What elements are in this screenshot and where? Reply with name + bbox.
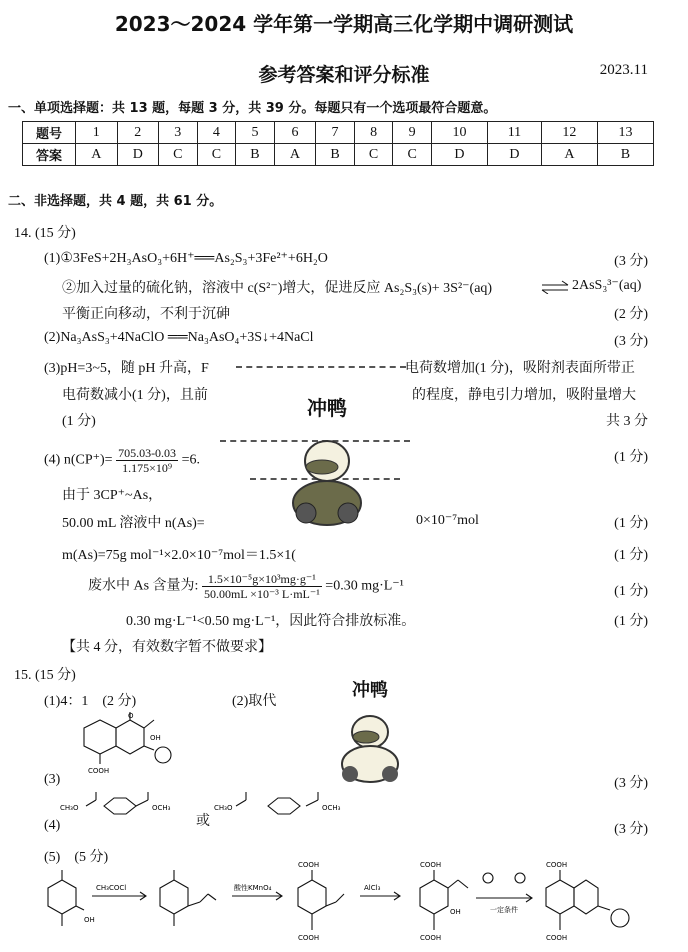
q15-p3-score: (3 分) bbox=[614, 776, 648, 791]
table-cell: C bbox=[393, 144, 432, 166]
q14-p3b-1: 电荷数减小(1 分)，且前 bbox=[62, 388, 208, 403]
table-cell: 6 bbox=[274, 122, 316, 144]
q14-p1-2a: ②加入过量的硫化钠，溶液中 c(S²⁻)增大，促进反应 As₂S₃(s)+ 3S²⁻(aq) bbox=[62, 281, 493, 296]
q14-p4-d: m(As)=75g mol⁻¹×2.0×10⁻⁷mol＝1.5×1( bbox=[62, 548, 296, 563]
q14-p3a-2: 电荷数增加(1 分)，吸附剂表面所带正 bbox=[405, 361, 635, 376]
table-cell: D bbox=[431, 144, 487, 166]
q15-p4-score: (3 分) bbox=[614, 822, 648, 837]
q15-p4: (4) bbox=[44, 818, 61, 833]
table-cell: 7 bbox=[316, 122, 355, 144]
table-cell: A bbox=[274, 144, 316, 166]
date: 2023.11 bbox=[599, 62, 648, 78]
equilibrium-arrow-icon bbox=[540, 280, 570, 294]
duck-sticker-2 bbox=[320, 676, 420, 786]
duck-icon bbox=[272, 421, 382, 541]
table-cell: 13 bbox=[597, 122, 653, 144]
reagent-condition: 一定条件 bbox=[490, 906, 518, 914]
section1-heading: 一、单项选择题：共 13 题，每题 3 分，共 39 分。每题只有一个选项最符合题意。 bbox=[8, 101, 497, 116]
table-cell: D bbox=[117, 144, 159, 166]
table-row bbox=[23, 144, 654, 166]
section2-heading: 二、非选择题，共 4 题，共 61 分。 bbox=[8, 194, 223, 209]
q14-p4-e-lhs: 废水中 As 含量为: bbox=[88, 578, 199, 594]
q14-p4-fraction bbox=[116, 446, 178, 475]
table-header-number: 题号 bbox=[23, 122, 76, 144]
label-coch3: OCH₃ bbox=[152, 804, 171, 812]
label-cooh-4b: COOH bbox=[420, 934, 442, 942]
answer-table bbox=[22, 121, 654, 166]
table-row bbox=[23, 122, 654, 144]
q14-p4-d-score: (1 分) bbox=[614, 548, 648, 563]
table-cell: B bbox=[597, 144, 653, 166]
label-ch3o-b: CH₃O bbox=[214, 804, 233, 812]
table-cell: 10 bbox=[431, 122, 487, 144]
q14-p4-score: (1 分) bbox=[614, 450, 648, 465]
table-cell: 1 bbox=[76, 122, 118, 144]
table-cell: C bbox=[197, 144, 236, 166]
reagent-kmno4: 酸性KMnO₄ bbox=[234, 884, 272, 892]
q14-p4-c-score: (1 分) bbox=[614, 516, 648, 531]
label-o: O bbox=[128, 712, 134, 720]
label-cooh: COOH bbox=[88, 767, 110, 775]
q14-p3a-1: (3)pH=3~5，随 pH 升高，F bbox=[44, 361, 209, 376]
q14-p4-rhs: =6. bbox=[181, 452, 200, 468]
structure-q15-4a bbox=[60, 784, 200, 828]
q14-p4-e-fraction bbox=[202, 572, 322, 601]
q14-p4-den: 1.175×10⁹ bbox=[122, 461, 173, 475]
q14-p4-f-score: (1 分) bbox=[614, 614, 648, 629]
q14-p2-score: (3 分) bbox=[614, 334, 648, 349]
label-coch3-b: OCH₃ bbox=[322, 804, 341, 812]
q15-p2: (2)取代 bbox=[232, 694, 277, 709]
q14-p1-2b: 2AsS₃³⁻(aq) bbox=[572, 278, 642, 293]
q14-p4-c1: 50.00 mL 溶液中 n(As)= bbox=[62, 516, 205, 531]
watermark-dashline bbox=[236, 366, 406, 368]
q14-label: 14. (15 分) bbox=[14, 226, 76, 241]
reagent-alcl3: AlCl₃ bbox=[364, 884, 381, 892]
table-header-answer: 答案 bbox=[23, 144, 76, 166]
q15-p3: (3) bbox=[44, 772, 61, 787]
duck-icon bbox=[320, 702, 420, 788]
q14-p3-total: 共 3 分 bbox=[606, 414, 648, 429]
q14-p4-e-num: 1.5×10⁻⁵g×10³mg·g⁻¹ bbox=[202, 572, 322, 587]
table-cell: 5 bbox=[236, 122, 275, 144]
label-cooh-3b: COOH bbox=[298, 934, 320, 942]
table-cell: B bbox=[236, 144, 275, 166]
q14-p1-2-score: (2 分) bbox=[614, 307, 648, 322]
q15-p1: (1)4：1 (2 分) bbox=[44, 694, 137, 709]
table-cell: B bbox=[316, 144, 355, 166]
label-cooh-3a: COOH bbox=[298, 861, 320, 869]
page-subtitle: 参考答案和评分标准 bbox=[258, 64, 430, 86]
q15-label: 15. (15 分) bbox=[14, 668, 76, 683]
q15-p4-or: 或 bbox=[196, 814, 210, 829]
q14-p4-b: 由于 3CP⁺~As， bbox=[62, 488, 163, 503]
label-oh-1: OH bbox=[84, 916, 95, 924]
table-cell: A bbox=[76, 144, 118, 166]
table-cell: 12 bbox=[541, 122, 597, 144]
q15-p5: (5) (5 分) bbox=[44, 850, 109, 865]
q14-p4-e-score: (1 分) bbox=[614, 584, 648, 599]
q14-p4-f: 0.30 mg·L⁻¹<0.50 mg·L⁻¹，因此符合排放标准。 bbox=[126, 614, 416, 629]
q14-p1-2c: 平衡正向移动，不利于沉砷 bbox=[62, 307, 230, 322]
table-cell: C bbox=[354, 144, 393, 166]
q14-p4-lhs: (4) n(CP⁺)= bbox=[44, 452, 113, 468]
q14-p4-e-rhs: =0.30 mg·L⁻¹ bbox=[325, 578, 404, 594]
watermark-text: 冲鸭 bbox=[352, 680, 388, 701]
table-cell: 9 bbox=[393, 122, 432, 144]
table-cell: 11 bbox=[487, 122, 541, 144]
reagent-ch3cocl: CH₃COCl bbox=[96, 884, 127, 892]
table-cell: 4 bbox=[197, 122, 236, 144]
label-ch3o: CH₃O bbox=[60, 804, 79, 812]
table-cell: 2 bbox=[117, 122, 159, 144]
label-cooh-4a: COOH bbox=[420, 861, 442, 869]
duck-sticker-1 bbox=[272, 392, 382, 542]
q14-p2: (2)Na₃AsS₃+4NaClO ══Na₃AsO₄+3S↓+4NaCl bbox=[44, 330, 314, 345]
table-cell: C bbox=[159, 144, 198, 166]
label-oh: OH bbox=[150, 734, 161, 742]
synthesis-route bbox=[30, 858, 670, 948]
q14-p3c: (1 分) bbox=[62, 414, 96, 429]
q14-p3b-2: 的程度，静电引力增加，吸附量增大 bbox=[412, 388, 636, 403]
table-cell: A bbox=[541, 144, 597, 166]
q14-p4-note: 【共 4 分，有效数字暂不做要求】 bbox=[62, 640, 272, 655]
q14-p4-e-den: 50.00mL ×10⁻³ L·mL⁻¹ bbox=[203, 587, 320, 601]
table-cell: 3 bbox=[159, 122, 198, 144]
label-cooh-5a: COOH bbox=[546, 861, 568, 869]
watermark-text: 冲鸭 bbox=[307, 396, 347, 420]
label-cooh-5b: COOH bbox=[546, 934, 568, 942]
q14-p4-num: 705.03-0.03 bbox=[118, 446, 177, 460]
table-cell: D bbox=[487, 144, 541, 166]
q14-p4-formula bbox=[44, 446, 200, 475]
q14-p1-1-score: (3 分) bbox=[614, 254, 648, 269]
q14-p1-1: (1)①3FeS+2H₃AsO₃+6H⁺══As₂S₃+3Fe²⁺+6H₂O bbox=[44, 251, 328, 266]
label-oh-4: OH bbox=[450, 908, 461, 916]
table-cell: 8 bbox=[354, 122, 393, 144]
q14-p4-c2: 0×10⁻⁷mol bbox=[416, 513, 479, 528]
page-title: 2023～2024 学年第一学期高三化学期中调研测试 bbox=[114, 12, 574, 36]
structure-q15-3 bbox=[62, 710, 172, 776]
q14-p4-e bbox=[88, 572, 404, 601]
